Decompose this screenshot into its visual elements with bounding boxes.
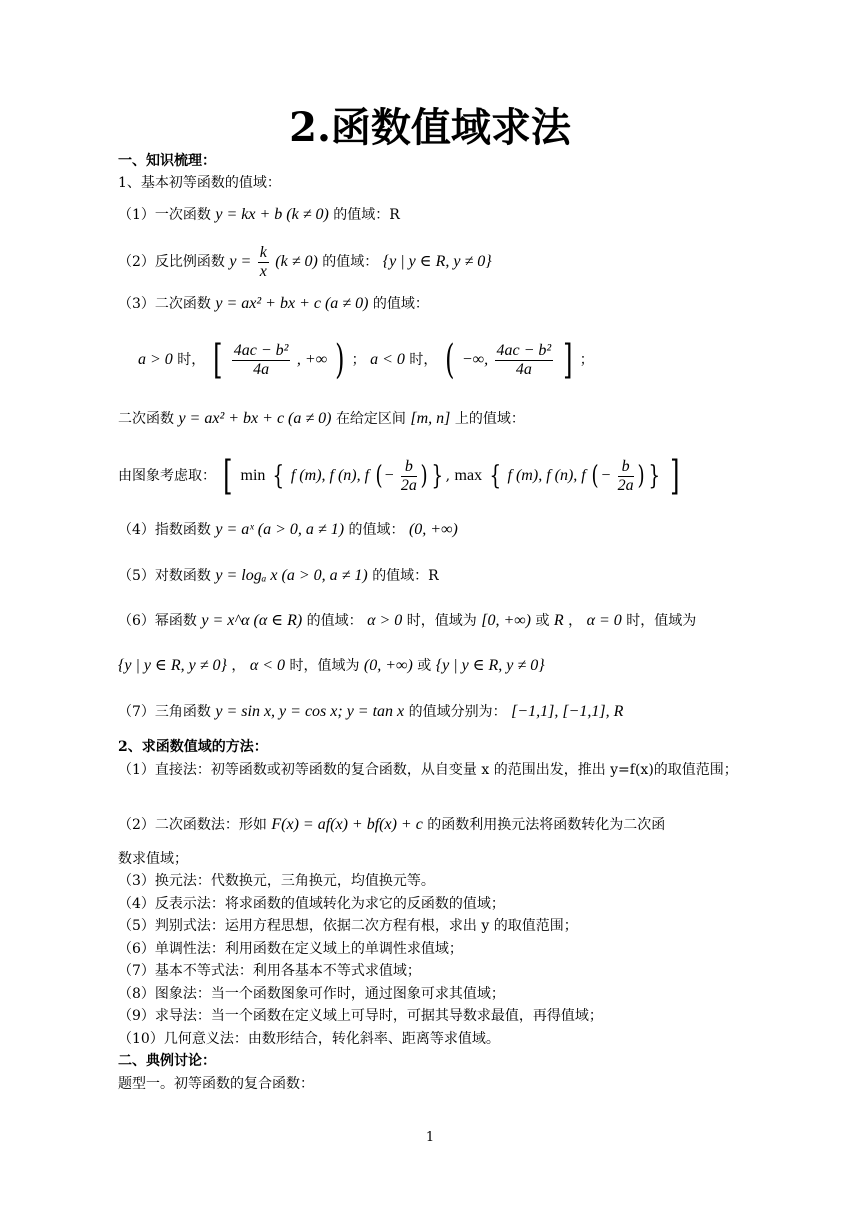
fraction-numerator: b (401, 458, 417, 477)
method-3: （3）换元法：代数换元，三角换元，均值换元等。 (118, 873, 435, 889)
bracket-open: [ (212, 337, 223, 383)
min-label: min (240, 467, 266, 484)
graph-method-line: 由图象考虑取： [ min { f (m), f (n), f (− $\frac{b}{2a}$ ) } , max { f (m), f (n), f (− $\frac{b}{2a}$ ) } ] (118, 453, 680, 499)
method-10: （10）几何意义法：由数形结合，转化斜率、距离等求值域。 (118, 1031, 500, 1047)
infinity: , +∞ (296, 351, 328, 368)
case-condition-positive: a > 0 (138, 351, 173, 368)
text: 的函数利用换元法将函数转化为二次函 (427, 817, 666, 833)
fraction-numerator: b (618, 458, 634, 477)
text: 由图象考虑取： (118, 468, 216, 484)
fraction-denominator: 2a (617, 476, 634, 494)
condition: α < 0 (249, 657, 286, 674)
item-reciprocal-function (118, 240, 492, 284)
case-condition-negative: a < 0 (370, 351, 405, 368)
method-2 (118, 815, 665, 835)
quadratic-interval-line (118, 409, 525, 429)
fraction-axis (618, 458, 634, 495)
text: 二次函数 (118, 411, 174, 427)
subheading-basic-functions: 1、基本初等函数的值域： (118, 175, 281, 191)
text: 时，值域为 (289, 658, 360, 674)
method-1: （1）直接法：初等函数或初等函数的复合函数，从自变量 x 的范围出发，推出 y=f(x)的取值范围； (118, 762, 738, 778)
fraction-numerator: 4ac − b² (233, 341, 289, 359)
text: ， (568, 613, 583, 629)
paren-close: ) (637, 461, 645, 491)
brace-close: } (431, 461, 444, 491)
minus: − (600, 467, 612, 484)
values: f (m), f (n), f (507, 467, 586, 484)
item-power-function (118, 611, 696, 631)
fraction-numerator: k (259, 243, 267, 261)
brace-close: } (648, 461, 660, 491)
item-linear-function (118, 205, 400, 225)
page-title: 2.函数值域求法 (289, 104, 571, 151)
fraction-vertex (495, 342, 554, 379)
item-trig-function (118, 702, 623, 722)
separator: ； (579, 352, 594, 368)
text: 时，值域为 (406, 613, 477, 629)
paren-close: ) (420, 461, 428, 491)
case-text: 时， (409, 352, 438, 368)
item-label: （6）幂函数 (118, 613, 197, 629)
method-5: （5）判别式法：运用方程思想，依据二次方程有根，求出 y 的取值范围； (118, 918, 578, 934)
method-7: （7）基本不等式法：利用各基本不等式求值域； (118, 963, 421, 979)
range: [−1,1], [−1,1], R (511, 703, 624, 720)
fraction-numerator: 4ac − b² (496, 341, 552, 359)
fraction-denominator: 4a (253, 360, 270, 378)
item-exponential-function (118, 520, 458, 540)
text: 上的值域： (454, 411, 525, 427)
case-text: 时， (177, 352, 206, 368)
text: 的值域： (306, 613, 363, 629)
section-heading-1: 一、知识梳理： (118, 153, 216, 169)
paren-open: ( (591, 461, 599, 491)
item-label: （2）反比例函数 (118, 254, 225, 270)
bracket-close: ] (562, 337, 573, 383)
method-2-cont: 数求值域； (118, 851, 188, 867)
section-heading-2: 二、典例讨论： (118, 1053, 216, 1069)
range-set: {y | y ∈ R, y ≠ 0} (435, 657, 545, 674)
formula: y = ax² + bx + c (a ≠ 0) (215, 295, 369, 312)
formula: F(x) = af(x) + bf(x) + c (271, 816, 423, 833)
method-9: （9）求导法：当一个函数在定义域上可导时，可据其导数求最值，再得值域； (118, 1008, 603, 1024)
item-quadratic-function (118, 294, 429, 314)
fraction (258, 244, 269, 281)
item-result: 的值域： (372, 296, 429, 312)
fraction-denominator: x (259, 262, 267, 280)
fraction-denominator: 4a (515, 360, 532, 378)
item-label: （3）二次函数 (118, 296, 211, 312)
neg-infinity: −∞, (461, 351, 489, 368)
formula: y = kx + b (k ≠ 0) (215, 206, 329, 223)
type-1-heading: 题型一。初等函数的复合函数： (118, 1076, 314, 1092)
text: 在给定区间 (335, 411, 406, 427)
item-power-function-cont (118, 656, 545, 676)
text: 或 (535, 613, 550, 629)
range-set: {y | y ∈ R, y ≠ 0} (382, 253, 492, 270)
text: 的值域分别为： (408, 704, 507, 720)
fraction-denominator: 2a (400, 476, 417, 494)
range: (0, +∞) (408, 521, 458, 538)
method-4: （4）反表示法：将求函数的值域转化为求它的反函数的值域； (118, 896, 505, 912)
text: 或 (417, 658, 432, 674)
text: （2）二次函数法：形如 (118, 817, 267, 833)
formula-lhs: y = (229, 253, 252, 270)
item-mid: 的值域： (322, 254, 379, 270)
bracket-close: ] (669, 453, 680, 499)
bracket-open: [ (223, 453, 233, 499)
paren-close: ) (334, 337, 345, 383)
item-logarithmic-function (118, 566, 439, 586)
range: R (553, 612, 564, 629)
condition: α = 0 (586, 612, 622, 629)
condition: α > 0 (367, 612, 403, 629)
item-result: 的值域：R (333, 207, 400, 223)
range-set: {y | y ∈ R, y ≠ 0} (118, 657, 227, 674)
text: ， (231, 658, 246, 674)
max-label: max (454, 467, 483, 484)
interval: [m, n] (410, 410, 451, 427)
brace-open: { (272, 461, 284, 491)
item-result: 的值域：R (372, 568, 439, 584)
range: [0, +∞) (481, 612, 531, 629)
paren-open: ( (375, 461, 383, 491)
separator: ； (351, 352, 366, 368)
formula: y = aˣ (a > 0, a ≠ 1) (215, 521, 345, 538)
minus: − (383, 467, 395, 484)
method-8: （8）图象法：当一个函数图象可作时，通过图象可求其值域； (118, 986, 505, 1002)
range: (0, +∞) (363, 657, 413, 674)
formula-condition: (k ≠ 0) (275, 253, 318, 270)
quadratic-range-cases (138, 338, 594, 382)
formula: y = sin x, y = cos x; y = tan x (215, 703, 405, 720)
item-label: （1）一次函数 (118, 207, 211, 223)
page-number: 1 (425, 1130, 435, 1145)
formula: y = x^α (α ∈ R) (201, 612, 303, 629)
values: f (m), f (n), f (290, 467, 370, 484)
item-label: （7）三角函数 (118, 704, 211, 720)
paren-open: ( (444, 337, 455, 383)
fraction-vertex (232, 342, 291, 379)
item-result: 的值域： (348, 522, 405, 538)
method-6: （6）单调性法：利用函数在定义域上的单调性求值域； (118, 941, 463, 957)
subheading-methods: 2、求函数值域的方法： (118, 739, 268, 755)
formula: y = ax² + bx + c (a ≠ 0) (178, 410, 332, 427)
item-label: （5）对数函数 (118, 568, 211, 584)
item-label: （4）指数函数 (118, 522, 211, 538)
formula: y = logₐ x (a > 0, a ≠ 1) (215, 567, 368, 584)
text: 时，值域为 (626, 613, 697, 629)
brace-open: { (489, 461, 501, 491)
fraction-axis (401, 458, 417, 495)
